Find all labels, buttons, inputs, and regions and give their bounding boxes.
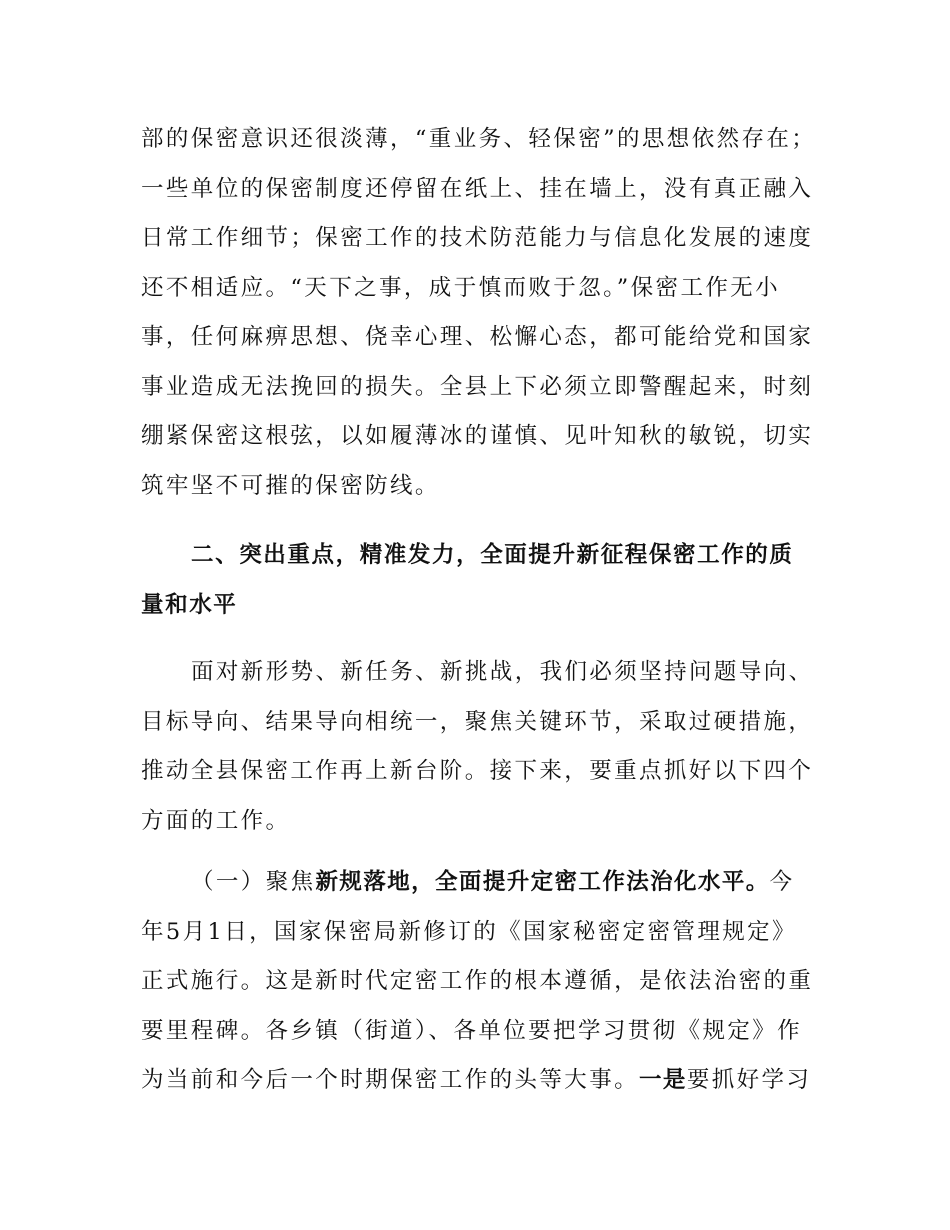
text-line: 日常工作细节；保密工作的技术防范能力与信息化发展的速度 (141, 225, 814, 251)
subsection-paragraph (141, 858, 813, 1106)
text-line: 一些单位的保密制度还停留在纸上、挂在墙上，没有真正融入 (141, 175, 814, 202)
text-fragment: 今 (769, 869, 795, 895)
section-heading (141, 531, 813, 630)
text-line: 要里程碑。各乡镇（街道）、各单位要把学习贯彻《规定》作 (141, 1017, 803, 1044)
text-line: 事业造成无法挽回的损失。全县上下必须立即警醒起来，时刻 (141, 373, 814, 400)
heading-line: 二、突出重点，精准发力，全面提升新征程保密工作的质 (191, 542, 794, 568)
text-line (141, 858, 813, 908)
body-paragraph (141, 648, 813, 846)
subsection-number: （一）聚焦 (191, 869, 316, 895)
emphasis-label: 一是 (639, 1067, 687, 1093)
text-line: 绷紧保密这根弦，以如履薄冰的谨慎、见叶知秋的敏锐，切实 (141, 423, 814, 449)
text-line: 事，任何麻痹思想、侥幸心理、松懈心态，都可能给党和国家 (141, 324, 814, 350)
text-line (141, 1056, 813, 1106)
subsection-title: 新规落地，全面提升定密工作法治化水平。 (315, 869, 770, 895)
text-line: 目标导向、结果导向相统一，聚焦关键环节，采取过硬措施， (141, 708, 814, 735)
text-line: 部的保密意识还很淡薄，“重业务、轻保密”的思想依然存在； (141, 126, 817, 152)
text-line: 筑牢坚不可摧的保密防线。 (141, 472, 440, 499)
heading-line: 量和水平 (141, 591, 238, 618)
body-paragraph (141, 115, 817, 511)
text-line: 还不相适应。“天下之事，成于慎而败于忽。”保密工作无小 (141, 274, 781, 301)
text-line: 面对新形势、新任务、新挑战，我们必须坚持问题导向、 (191, 659, 814, 685)
text-fragment: 为当前和今后一个时期保密工作的头等大事。 (141, 1067, 640, 1093)
text-line: 年5月1日，国家保密局新修订的《国家秘密定密管理规定》 (141, 918, 797, 945)
text-line: 正式施行。这是新时代定密工作的根本遵循，是依法治密的重 (141, 968, 814, 994)
text-fragment: 要抓好学习 (686, 1067, 812, 1093)
text-line: 方面的工作。 (141, 807, 291, 834)
text-line: 推动全县保密工作再上新台阶。接下来，要重点抓好以下四个 (141, 758, 814, 784)
